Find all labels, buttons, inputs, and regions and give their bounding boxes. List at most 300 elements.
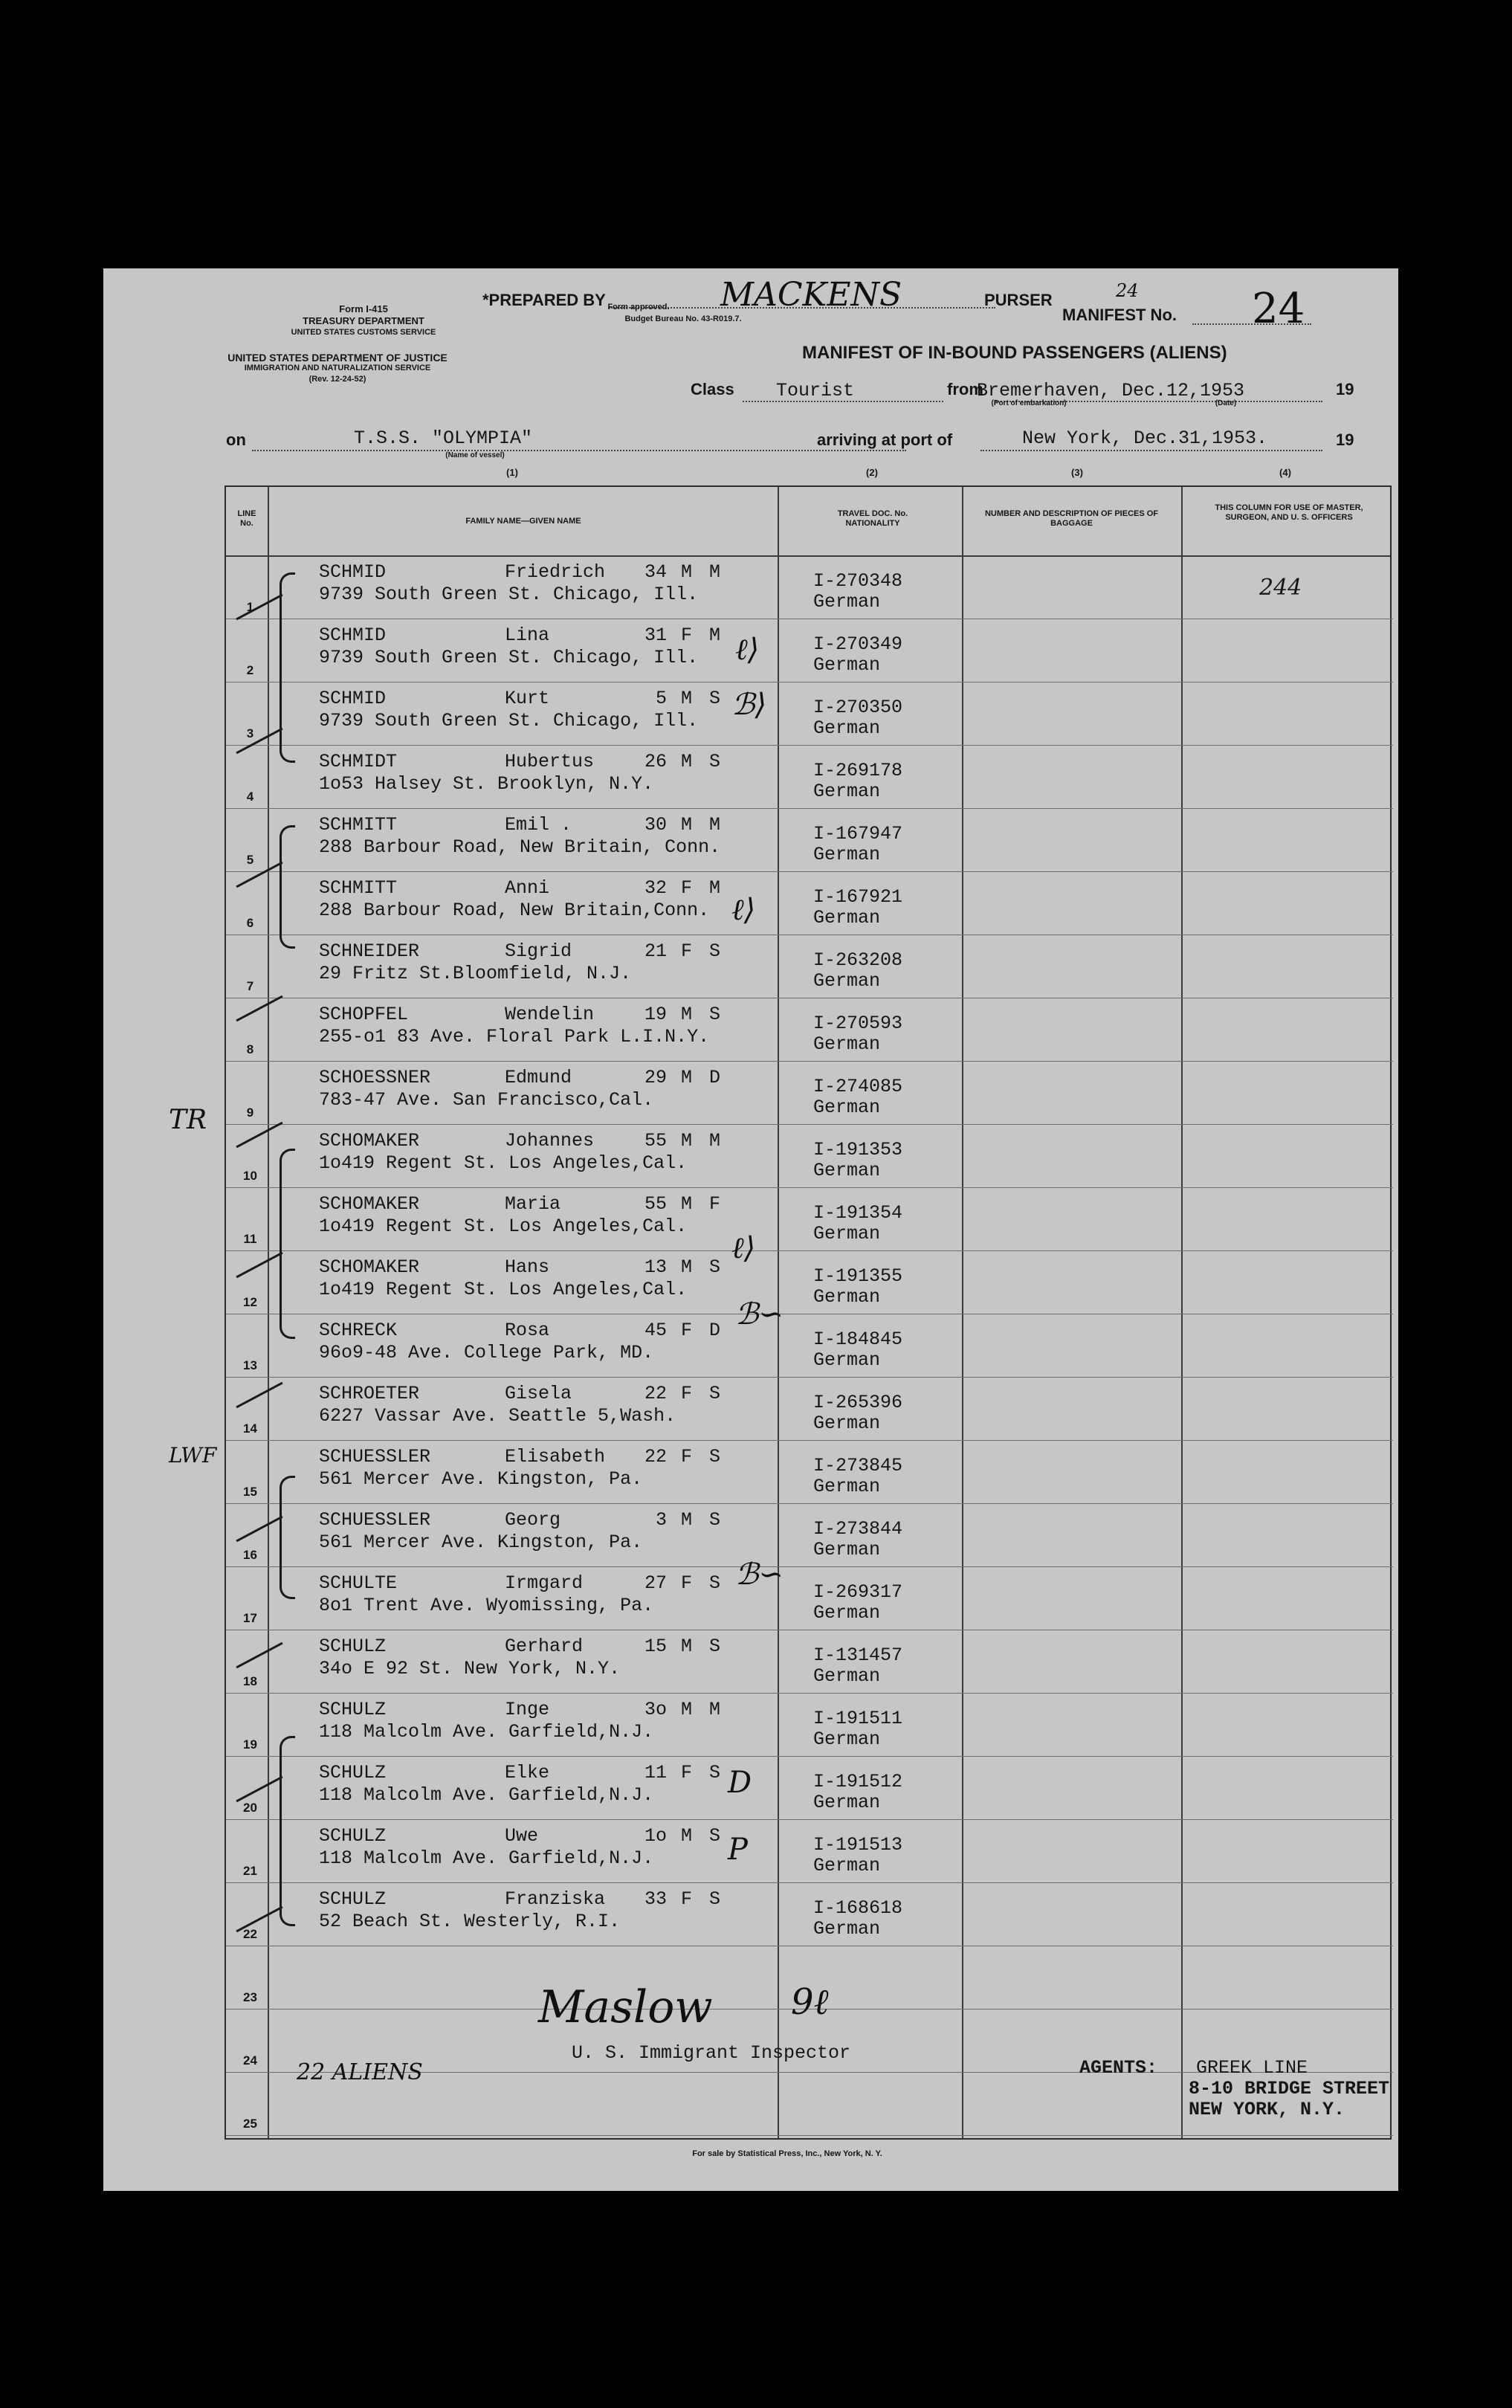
row-rule bbox=[226, 1566, 1393, 1567]
margin-note-tr: TR bbox=[169, 1105, 207, 1135]
nationality: German bbox=[813, 1665, 881, 1687]
marital-status: M bbox=[709, 814, 721, 836]
travel-doc-number: I-269317 bbox=[813, 1581, 903, 1603]
col-header-name: FAMILY NAME—GIVEN NAME bbox=[465, 517, 581, 526]
agent-line-3: NEW YORK, N.Y. bbox=[1189, 2099, 1345, 2120]
manifest-title: MANIFEST OF IN-BOUND PASSENGERS (ALIENS) bbox=[802, 343, 1227, 363]
line-number: 22 bbox=[243, 1927, 257, 1941]
nationality: German bbox=[813, 1033, 881, 1055]
col-header-travel-doc: TRAVEL DOC. No. NATIONALITY bbox=[837, 509, 908, 528]
travel-doc-number: I-131457 bbox=[813, 1644, 903, 1666]
sex: F bbox=[681, 624, 693, 646]
travel-doc-number: I-191353 bbox=[813, 1139, 903, 1161]
line-number: 12 bbox=[243, 1295, 257, 1309]
family-name: SCHOMAKER bbox=[319, 1130, 420, 1152]
handwritten-mark: ℬ∽ bbox=[735, 1558, 784, 1592]
year-suffix-1: 19 bbox=[1336, 380, 1354, 398]
line-number: 15 bbox=[243, 1485, 257, 1499]
sex: M bbox=[681, 1825, 693, 1847]
officer-note: 244 bbox=[1259, 575, 1302, 601]
sex: M bbox=[681, 1699, 693, 1720]
table-row bbox=[226, 1568, 1393, 1631]
col-num-2: (2) bbox=[866, 467, 878, 478]
address: 9739 South Green St. Chicago, Ill. bbox=[319, 710, 699, 732]
sex: F bbox=[681, 1320, 693, 1341]
travel-doc-number: I-191512 bbox=[813, 1771, 903, 1792]
address: 255-o1 83 Ave. Floral Park L.I.N.Y. bbox=[319, 1026, 710, 1048]
given-name: Elisabeth bbox=[505, 1446, 606, 1468]
nationality: German bbox=[813, 844, 881, 865]
sex: M bbox=[681, 751, 693, 772]
family-name: SCHULZ bbox=[319, 1636, 387, 1657]
line-number: 13 bbox=[243, 1358, 257, 1372]
table-row bbox=[226, 810, 1393, 873]
line-number: 19 bbox=[243, 1737, 257, 1752]
family-name: SCHMITT bbox=[319, 877, 398, 899]
age: 55 bbox=[644, 1130, 667, 1152]
family-name: SCHULZ bbox=[319, 1762, 387, 1784]
ins-service: IMMIGRATION AND NATURALIZATION SERVICE bbox=[244, 364, 431, 372]
nationality: German bbox=[813, 717, 881, 739]
family-name: SCHMID bbox=[319, 561, 387, 583]
nationality: German bbox=[813, 654, 881, 676]
address: 118 Malcolm Ave. Garfield,N.J. bbox=[319, 1784, 654, 1806]
budget-bureau: Budget Bureau No. 43-R019.7. bbox=[624, 314, 742, 323]
age: 30 bbox=[644, 814, 667, 836]
sex: F bbox=[681, 1572, 693, 1594]
col-num-1: (1) bbox=[506, 467, 518, 478]
age: 22 bbox=[644, 1446, 667, 1468]
sex: F bbox=[681, 1888, 693, 1910]
nationality: German bbox=[813, 1855, 881, 1876]
sex: M bbox=[681, 1509, 693, 1531]
age: 45 bbox=[644, 1320, 667, 1341]
agents-label: AGENTS: bbox=[1079, 2057, 1158, 2079]
age: 5 bbox=[655, 688, 667, 709]
travel-doc-number: I-168618 bbox=[813, 1897, 903, 1919]
address: 118 Malcolm Ave. Garfield,N.J. bbox=[319, 1847, 654, 1869]
handwritten-mark: ℓ⟩ bbox=[735, 633, 760, 667]
marital-status: M bbox=[709, 1699, 721, 1720]
handwritten-mark: ℬ⟩ bbox=[731, 688, 767, 722]
line-number: 14 bbox=[243, 1421, 257, 1436]
nationality: German bbox=[813, 907, 881, 929]
marital-status: S bbox=[709, 1446, 721, 1468]
table-row bbox=[226, 873, 1393, 936]
from-value: Bremerhaven, Dec.12,1953 bbox=[977, 380, 1245, 401]
aliens-count: 22 ALIENS bbox=[297, 2059, 423, 2085]
line-number: 8 bbox=[246, 1042, 254, 1056]
arriving-line bbox=[980, 450, 1322, 451]
line-number: 9 bbox=[246, 1105, 254, 1120]
line-number: 18 bbox=[243, 1674, 257, 1688]
line-number: 21 bbox=[243, 1864, 257, 1878]
signature: Maslow bbox=[538, 1981, 713, 2033]
address: 288 Barbour Road, New Britain,Conn. bbox=[319, 900, 710, 921]
marital-status: M bbox=[709, 1130, 721, 1152]
marital-status: S bbox=[709, 1636, 721, 1657]
given-name: Uwe bbox=[505, 1825, 539, 1847]
table-row bbox=[226, 557, 1393, 620]
sex: M bbox=[681, 1130, 693, 1152]
purser-note: 24 bbox=[1116, 280, 1139, 301]
age: 27 bbox=[644, 1572, 667, 1594]
sex: M bbox=[681, 1636, 693, 1657]
nationality: German bbox=[813, 1602, 881, 1624]
revision: (Rev. 12-24-52) bbox=[308, 375, 366, 384]
marital-status: S bbox=[709, 1004, 721, 1025]
family-name: SCHOMAKER bbox=[319, 1256, 420, 1278]
table-row bbox=[226, 936, 1393, 999]
line-number: 24 bbox=[243, 2053, 257, 2068]
nationality: German bbox=[813, 1792, 881, 1813]
travel-doc-number: I-269178 bbox=[813, 760, 903, 781]
marital-status: S bbox=[709, 751, 721, 772]
age: 1o bbox=[644, 1825, 667, 1847]
age: 22 bbox=[644, 1383, 667, 1404]
row-rule bbox=[226, 1250, 1393, 1251]
sex: M bbox=[681, 1256, 693, 1278]
family-name: SCHUESSLER bbox=[319, 1509, 431, 1531]
handwritten-mark: ℬ∽ bbox=[735, 1297, 784, 1331]
family-name: SCHROETER bbox=[319, 1383, 420, 1404]
given-name: Kurt bbox=[505, 688, 550, 709]
family-name: SCHMIDT bbox=[319, 751, 398, 772]
address: 96o9-48 Ave. College Park, MD. bbox=[319, 1342, 654, 1363]
sex: M bbox=[681, 688, 693, 709]
col-header-line-no: LINE No. bbox=[237, 509, 256, 528]
sex: F bbox=[681, 1383, 693, 1404]
given-name: Elke bbox=[505, 1762, 550, 1784]
passenger-table bbox=[224, 485, 1392, 2140]
age: 33 bbox=[644, 1888, 667, 1910]
nationality: German bbox=[813, 970, 881, 992]
sex: M bbox=[681, 1004, 693, 1025]
marital-status: S bbox=[709, 1509, 721, 1531]
col-num-4: (4) bbox=[1279, 467, 1291, 478]
footer-imprint: For sale by Statistical Press, Inc., New York, N. Y. bbox=[692, 2149, 882, 2158]
table-row bbox=[226, 1757, 1393, 1821]
form-id: Form I-415 bbox=[339, 303, 388, 314]
age: 21 bbox=[644, 940, 667, 962]
given-name: Sigrid bbox=[505, 940, 572, 962]
address: 561 Mercer Ave. Kingston, Pa. bbox=[319, 1531, 643, 1553]
nationality: German bbox=[813, 781, 881, 802]
family-name: SCHMID bbox=[319, 688, 387, 709]
age: 15 bbox=[644, 1636, 667, 1657]
address: 8o1 Trent Ave. Wyomissing, Pa. bbox=[319, 1595, 654, 1616]
given-name: Hubertus bbox=[505, 751, 595, 772]
table-row bbox=[226, 1821, 1393, 1884]
table-row bbox=[226, 683, 1393, 746]
table-row bbox=[226, 1126, 1393, 1189]
col-header-officers: THIS COLUMN FOR USE OF MASTER, SURGEON, AND U. S. OFFICERS bbox=[1215, 503, 1363, 522]
family-name: SCHULZ bbox=[319, 1888, 387, 1910]
table-row bbox=[226, 1062, 1393, 1126]
marital-status: S bbox=[709, 688, 721, 709]
travel-doc-number: I-270348 bbox=[813, 570, 903, 592]
family-bracket bbox=[280, 1149, 295, 1339]
table-row bbox=[226, 620, 1393, 683]
given-name: Georg bbox=[505, 1509, 561, 1531]
family-name: SCHNEIDER bbox=[319, 940, 420, 962]
handwritten-mark: ℓ⟩ bbox=[731, 893, 756, 927]
given-name: Emil . bbox=[505, 814, 572, 836]
line-number: 3 bbox=[246, 726, 254, 740]
table-row bbox=[226, 1694, 1393, 1757]
table-row bbox=[226, 1315, 1393, 1378]
row-rule bbox=[226, 871, 1393, 872]
given-name: Edmund bbox=[505, 1067, 572, 1088]
manifest-no-label: MANIFEST No. bbox=[1062, 306, 1177, 324]
family-bracket bbox=[280, 1736, 295, 1926]
given-name: Gerhard bbox=[505, 1636, 584, 1657]
table-row bbox=[226, 1884, 1393, 1947]
given-name: Anni bbox=[505, 877, 550, 899]
handwritten-mark: D bbox=[728, 1766, 752, 1800]
family-bracket bbox=[280, 1476, 295, 1599]
agent-line-1: GREEK LINE bbox=[1196, 2057, 1308, 2079]
family-bracket bbox=[280, 572, 295, 763]
family-name: SCHOMAKER bbox=[319, 1193, 420, 1215]
form-approved: Form approved. bbox=[607, 303, 670, 312]
col-header-baggage: NUMBER AND DESCRIPTION OF PIECES OF BAGGAGE bbox=[984, 509, 1159, 528]
row-rule bbox=[226, 1061, 1393, 1062]
vessel-value: T.S.S. "OLYMPIA" bbox=[354, 427, 533, 449]
sex: M bbox=[681, 1193, 693, 1215]
nationality: German bbox=[813, 1413, 881, 1434]
address: 118 Malcolm Ave. Garfield,N.J. bbox=[319, 1721, 654, 1743]
table-row bbox=[226, 999, 1393, 1062]
row-rule bbox=[226, 1756, 1393, 1757]
manifest-page bbox=[103, 268, 1398, 2191]
nationality: German bbox=[813, 1728, 881, 1750]
given-name: Wendelin bbox=[505, 1004, 595, 1025]
given-name: Maria bbox=[505, 1193, 561, 1215]
table-row bbox=[226, 1189, 1393, 1252]
vessel-caption: (Name of vessel) bbox=[445, 451, 505, 459]
nationality: German bbox=[813, 1160, 881, 1181]
family-name: SCHULTE bbox=[319, 1572, 398, 1594]
sex: M bbox=[681, 814, 693, 836]
treasury-dept: TREASURY DEPARTMENT bbox=[303, 315, 424, 326]
manifest-no-value: 24 bbox=[1252, 285, 1305, 333]
line-number: 7 bbox=[246, 979, 254, 993]
signature-suffix: 9ℓ bbox=[791, 1981, 829, 2023]
age: 3 bbox=[655, 1509, 667, 1531]
age: 55 bbox=[644, 1193, 667, 1215]
marital-status: S bbox=[709, 1762, 721, 1784]
nationality: German bbox=[813, 1918, 881, 1940]
marital-status: S bbox=[709, 1572, 721, 1594]
customs-service: UNITED STATES CUSTOMS SERVICE bbox=[291, 328, 436, 337]
table-row bbox=[226, 1442, 1393, 1505]
line-number: 6 bbox=[246, 916, 254, 930]
family-name: SCHMITT bbox=[319, 814, 398, 836]
address: 288 Barbour Road, New Britain, Conn. bbox=[319, 836, 721, 858]
family-name: SCHULZ bbox=[319, 1699, 387, 1720]
handwritten-mark: P bbox=[728, 1833, 748, 1867]
sex: F bbox=[681, 940, 693, 962]
address: 1o53 Halsey St. Brooklyn, N.Y. bbox=[319, 773, 654, 795]
table-row bbox=[226, 746, 1393, 810]
travel-doc-number: I-167947 bbox=[813, 823, 903, 845]
marital-status: D bbox=[709, 1320, 721, 1341]
row-rule bbox=[226, 1819, 1393, 1820]
handwritten-mark: ℓ⟩ bbox=[731, 1231, 756, 1265]
line-number: 20 bbox=[243, 1801, 257, 1815]
family-name: SCHUESSLER bbox=[319, 1446, 431, 1468]
address: 1o419 Regent St. Los Angeles,Cal. bbox=[319, 1279, 688, 1300]
travel-doc-number: I-270593 bbox=[813, 1013, 903, 1034]
given-name: Franziska bbox=[505, 1888, 606, 1910]
marital-status: S bbox=[709, 940, 721, 962]
row-rule bbox=[226, 2135, 1393, 2136]
line-number: 2 bbox=[246, 663, 254, 677]
line-number: 10 bbox=[243, 1169, 257, 1183]
marital-status: F bbox=[709, 1193, 721, 1215]
row-rule bbox=[226, 1882, 1393, 1883]
travel-doc-number: I-270349 bbox=[813, 633, 903, 655]
line-number: 5 bbox=[246, 853, 254, 867]
travel-doc-number: I-191513 bbox=[813, 1834, 903, 1856]
row-rule bbox=[226, 1124, 1393, 1125]
address: 9739 South Green St. Chicago, Ill. bbox=[319, 584, 699, 605]
travel-doc-number: I-273845 bbox=[813, 1455, 903, 1476]
travel-doc-number: I-265396 bbox=[813, 1392, 903, 1413]
nationality: German bbox=[813, 1223, 881, 1245]
age: 34 bbox=[644, 561, 667, 583]
family-bracket bbox=[280, 825, 295, 949]
date-caption: (Date) bbox=[1215, 399, 1237, 407]
line-number: 25 bbox=[243, 2117, 257, 2131]
arriving-value: New York, Dec.31,1953. bbox=[1022, 427, 1268, 449]
family-name: SCHOESSNER bbox=[319, 1067, 431, 1088]
age: 19 bbox=[644, 1004, 667, 1025]
family-name: SCHOPFEL bbox=[319, 1004, 409, 1025]
given-name: Irmgard bbox=[505, 1572, 584, 1594]
prepared-by-value: MACKENS bbox=[720, 276, 902, 314]
row-rule bbox=[226, 1187, 1393, 1188]
sex: F bbox=[681, 1762, 693, 1784]
on-label: on bbox=[226, 430, 246, 449]
address: 6227 Vassar Ave. Seattle 5,Wash. bbox=[319, 1405, 676, 1427]
line-number: 1 bbox=[246, 600, 254, 614]
given-name: Gisela bbox=[505, 1383, 572, 1404]
address: 9739 South Green St. Chicago, Ill. bbox=[319, 647, 699, 668]
row-rule bbox=[226, 808, 1393, 809]
family-name: SCHULZ bbox=[319, 1825, 387, 1847]
marital-status: M bbox=[709, 561, 721, 583]
from-label: from bbox=[947, 380, 983, 398]
year-suffix-2: 19 bbox=[1336, 430, 1354, 449]
address: 783-47 Ave. San Francisco,Cal. bbox=[319, 1089, 654, 1111]
sex: F bbox=[681, 1446, 693, 1468]
travel-doc-number: I-274085 bbox=[813, 1076, 903, 1097]
sex: M bbox=[681, 1067, 693, 1088]
table-row bbox=[226, 1378, 1393, 1442]
travel-doc-number: I-191355 bbox=[813, 1265, 903, 1287]
marital-status: S bbox=[709, 1383, 721, 1404]
family-name: SCHMID bbox=[319, 624, 387, 646]
line-number: 16 bbox=[243, 1548, 257, 1562]
line-number: 11 bbox=[243, 1232, 257, 1246]
travel-doc-number: I-184845 bbox=[813, 1329, 903, 1350]
line-number: 23 bbox=[243, 1990, 257, 2004]
prepared-by-label: *PREPARED BY bbox=[482, 291, 606, 309]
family-name: SCHRECK bbox=[319, 1320, 398, 1341]
address: 52 Beach St. Westerly, R.I. bbox=[319, 1911, 621, 1932]
age: 26 bbox=[644, 751, 667, 772]
marital-status: S bbox=[709, 1256, 721, 1278]
given-name: Hans bbox=[505, 1256, 550, 1278]
marital-status: M bbox=[709, 877, 721, 899]
given-name: Lina bbox=[505, 624, 550, 646]
travel-doc-number: I-191354 bbox=[813, 1202, 903, 1224]
table-row bbox=[226, 1505, 1393, 1568]
agent-line-2: 8-10 BRIDGE STREET bbox=[1189, 2078, 1390, 2099]
travel-doc-number: I-270350 bbox=[813, 697, 903, 718]
table-row bbox=[226, 1252, 1393, 1315]
marital-status: S bbox=[709, 1825, 721, 1847]
marital-status: D bbox=[709, 1067, 721, 1088]
row-rule bbox=[226, 1440, 1393, 1441]
given-name: Rosa bbox=[505, 1320, 550, 1341]
arriving-label: arriving at port of bbox=[817, 430, 953, 449]
marital-status: S bbox=[709, 1888, 721, 1910]
age: 11 bbox=[644, 1762, 667, 1784]
class-value: Tourist bbox=[776, 380, 855, 401]
address: 29 Fritz St.Bloomfield, N.J. bbox=[319, 963, 632, 984]
table-row bbox=[226, 1631, 1393, 1694]
age: 13 bbox=[644, 1256, 667, 1278]
sex: M bbox=[681, 561, 693, 583]
travel-doc-number: I-273844 bbox=[813, 1518, 903, 1540]
age: 32 bbox=[644, 877, 667, 899]
age: 3o bbox=[644, 1699, 667, 1720]
address: 34o E 92 St. New York, N.Y. bbox=[319, 1658, 621, 1679]
row-rule bbox=[226, 1377, 1393, 1378]
class-label: Class bbox=[691, 380, 734, 398]
given-name: Inge bbox=[505, 1699, 550, 1720]
inspector-label: U. S. Immigrant Inspector bbox=[572, 2042, 851, 2064]
row-rule bbox=[226, 1503, 1393, 1504]
vessel-line bbox=[252, 450, 906, 451]
row-rule bbox=[226, 1693, 1393, 1694]
travel-doc-number: I-191511 bbox=[813, 1708, 903, 1729]
line-number: 4 bbox=[246, 790, 254, 804]
nationality: German bbox=[813, 1539, 881, 1560]
nationality: German bbox=[813, 1476, 881, 1497]
age: 31 bbox=[644, 624, 667, 646]
travel-doc-number: I-263208 bbox=[813, 949, 903, 971]
nationality: German bbox=[813, 591, 881, 613]
age: 29 bbox=[644, 1067, 667, 1088]
given-name: Friedrich bbox=[505, 561, 606, 583]
sex: F bbox=[681, 877, 693, 899]
given-name: Johannes bbox=[505, 1130, 595, 1152]
address: 561 Mercer Ave. Kingston, Pa. bbox=[319, 1468, 643, 1490]
marital-status: M bbox=[709, 624, 721, 646]
row-rule bbox=[226, 745, 1393, 746]
justice-dept: UNITED STATES DEPARTMENT OF JUSTICE bbox=[227, 352, 448, 364]
port-embark-caption: (Port of embarkation) bbox=[991, 399, 1067, 407]
nationality: German bbox=[813, 1349, 881, 1371]
margin-note-lwf: LWF bbox=[169, 1443, 217, 1468]
col-num-3: (3) bbox=[1071, 467, 1083, 478]
nationality: German bbox=[813, 1286, 881, 1308]
purser-label: PURSER bbox=[984, 291, 1053, 309]
